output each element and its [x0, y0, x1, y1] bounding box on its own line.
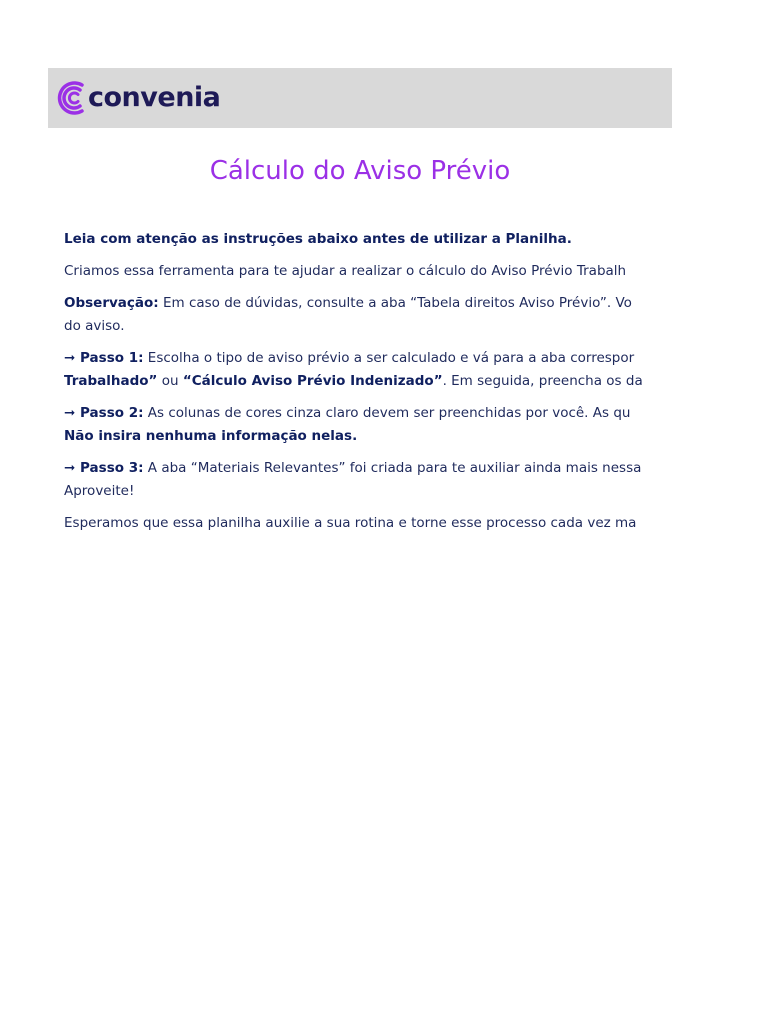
intro-text: Criamos essa ferramenta para te ajudar a realizar o cálculo do Aviso Prévio Trabalh: [64, 263, 627, 279]
passo3-text-2: Aproveite!: [64, 483, 135, 499]
passo1-mid: ou: [157, 373, 183, 389]
intro-bold-paragraph: [64, 228, 672, 251]
passo2-text: As colunas de cores cinza claro devem ser preenchidas por você. As qu: [143, 405, 631, 421]
header-bar: [48, 68, 672, 128]
observacao-text-2: do aviso.: [64, 318, 125, 334]
passo3-text: A aba “Materiais Relevantes” foi criada para te auxiliar ainda mais nessa: [143, 460, 642, 476]
logo-text: convenia: [88, 82, 221, 113]
convenia-logo: [56, 76, 220, 120]
passo1-text: Escolha o tipo de aviso prévio a ser calculado e vá para a aba correspor: [143, 350, 635, 366]
passo1-paragraph: [64, 347, 672, 393]
observacao-text: Em caso de dúvidas, consulte a aba “Tabela direitos Aviso Prévio”. Vo: [158, 295, 632, 311]
passo1-bold-2: “Cálculo Aviso Prévio Indenizado”: [182, 373, 443, 389]
passo3-paragraph: [64, 457, 672, 503]
intro-paragraph: [64, 260, 672, 283]
intro-bold: Leia com atenção as instruções abaixo antes de utilizar a Planilha.: [64, 231, 572, 247]
passo2-bold-line: Não insira nenhuma informação nelas.: [64, 428, 358, 444]
passo1-label: ➞ Passo 1:: [64, 350, 144, 366]
observacao-label: Observação:: [64, 295, 159, 311]
observacao-paragraph: [64, 292, 672, 338]
passo2-paragraph: [64, 402, 672, 448]
closing-paragraph: [64, 512, 672, 535]
passo1-bold-1: Trabalhado”: [64, 373, 158, 389]
page-title: Cálculo do Aviso Prévio: [209, 156, 511, 186]
closing-text: Esperamos que essa planilha auxilie a sua rotina e torne esse processo cada vez ma: [64, 515, 637, 531]
passo1-end: . Em seguida, preencha os da: [442, 373, 643, 389]
passo2-label: ➞ Passo 2:: [64, 405, 144, 421]
instructions: [64, 228, 672, 544]
passo3-label: ➞ Passo 3:: [64, 460, 144, 476]
